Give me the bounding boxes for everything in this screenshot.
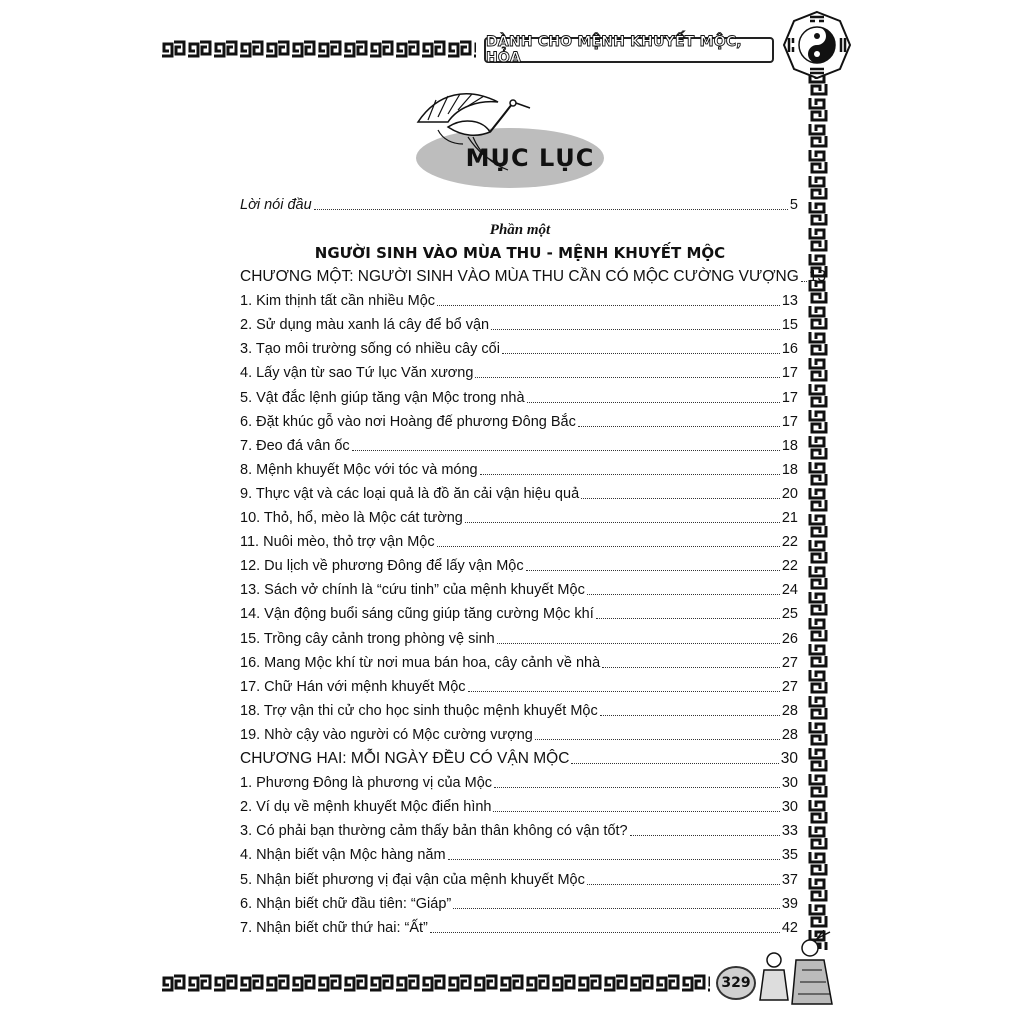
toc-entry[interactable]	[240, 461, 798, 479]
toc-entry-text: 7. Nhận biết chữ thứ hai: “Ất”	[240, 919, 428, 936]
page-title: MỤC LỤC	[465, 144, 595, 172]
dot-leader	[497, 643, 780, 644]
toc-entry-page: 24	[781, 582, 798, 599]
toc-entry-text: 11. Nuôi mèo, thỏ trợ vận Mộc	[240, 534, 435, 551]
toc-entry-text: 15. Trồng cây cảnh trong phòng vệ sinh	[240, 630, 495, 647]
dot-leader	[491, 329, 780, 330]
toc-entry[interactable]	[240, 389, 798, 407]
dot-leader	[587, 594, 780, 595]
toc-entry-page: 13	[808, 268, 827, 285]
toc-entry-page: 22	[781, 558, 798, 575]
toc-entry-page: 27	[781, 678, 798, 695]
toc-entry-text: CHƯƠNG HAI: MỖI NGÀY ĐỀU CÓ VẬN MỘC	[240, 750, 570, 767]
toc-entry-page: 30	[781, 775, 798, 792]
toc-entry-text: 1. Phương Đông là phương vị của Mộc	[240, 775, 493, 792]
part-title: NGƯỜI SINH VÀO MÙA THU - MỆNH KHUYẾT MỘC	[314, 244, 726, 262]
toc-entry-text: 9. Thực vật và các loại quả là đồ ăn cải vận hiệu quả	[240, 485, 580, 502]
toc-entry-text: 18. Trợ vận thi cử cho học sinh thuộc mệnh khuyết Mộc	[240, 702, 598, 719]
toc-entry[interactable]	[240, 340, 798, 358]
toc-entry-page: 37	[781, 871, 798, 888]
dot-leader	[468, 691, 780, 692]
dot-leader	[430, 932, 780, 933]
header-banner: DÀNH CHO MỆNH KHUYẾT MỘC, HỎA	[484, 37, 774, 63]
dot-leader	[448, 859, 780, 860]
dot-leader	[352, 450, 780, 451]
dot-leader	[600, 715, 780, 716]
dot-leader	[437, 305, 780, 306]
toc-entry-page: 16	[781, 341, 798, 358]
toc-entry-text: CHƯƠNG MỘT: NGƯỜI SINH VÀO MÙA THU CẦN CÓ MỘC CƯỜNG VƯỢNG	[240, 268, 799, 285]
toc-entry-text: 6. Nhận biết chữ đầu tiên: “Giáp”	[240, 895, 452, 912]
dot-leader	[630, 835, 780, 836]
toc-entry-page: 18	[781, 461, 798, 478]
dot-leader	[494, 787, 780, 788]
toc-entry[interactable]	[240, 702, 798, 720]
toc-entry[interactable]	[240, 292, 798, 310]
toc-chapter[interactable]	[240, 750, 798, 768]
dot-leader	[581, 498, 780, 499]
dot-leader	[314, 209, 788, 210]
toc-entry-text: 16. Mang Mộc khí từ nơi mua bán hoa, cây cảnh về nhà	[240, 654, 601, 671]
toc-entry[interactable]	[240, 557, 798, 575]
toc-intro[interactable]	[240, 196, 798, 214]
dot-leader	[571, 763, 778, 764]
toc-entry-text: 4. Lấy vận từ sao Tứ lục Văn xương	[240, 365, 474, 382]
toc-entry[interactable]	[240, 581, 798, 599]
toc-entry[interactable]	[240, 895, 798, 913]
dot-leader	[480, 474, 780, 475]
toc-entry-page: 21	[781, 510, 798, 526]
figures-illustration-icon	[752, 930, 842, 1010]
dot-leader	[453, 908, 780, 909]
toc-entry-text: 5. Vật đắc lệnh giúp tăng vận Mộc trong nhà	[240, 389, 525, 406]
dot-leader	[596, 618, 780, 619]
toc-entry-text: 4. Nhận biết vận Mộc hàng năm	[240, 847, 446, 864]
toc-entry-page: 17	[781, 389, 798, 406]
toc-entry[interactable]	[240, 630, 798, 648]
toc-entry[interactable]	[240, 774, 798, 792]
toc-entry-page: 26	[781, 630, 798, 647]
dot-leader	[493, 811, 779, 812]
dot-leader	[535, 739, 780, 740]
toc-entry-text: 1. Kim thịnh tất cần nhiều Mộc	[240, 293, 436, 310]
toc-entry[interactable]	[240, 533, 798, 551]
dot-leader	[465, 522, 780, 523]
toc-entry-text: 3. Tạo môi trường sống có nhiều cây cối	[240, 341, 500, 358]
toc-entry-text: 2. Ví dụ về mệnh khuyết Mộc điển hình	[240, 799, 492, 816]
toc-entry-page: 39	[781, 895, 798, 912]
toc-entry-page: 33	[781, 823, 798, 840]
right-border-pattern	[806, 70, 830, 950]
toc-entry-page: 17	[781, 413, 798, 430]
toc-entry[interactable]	[240, 798, 798, 816]
page-number: 329	[716, 966, 756, 1000]
dot-leader	[437, 546, 780, 547]
dot-leader	[475, 377, 779, 378]
toc-entry-page: 30	[780, 750, 798, 767]
toc-entry-text: 8. Mệnh khuyết Mộc với tóc và móng	[240, 461, 478, 478]
toc-entry-page: 28	[781, 702, 798, 719]
toc-entry[interactable]	[240, 822, 798, 840]
toc-entry-text: 19. Nhờ cậy vào người có Mộc cường vượng	[240, 726, 533, 743]
toc-entry-text: 14. Vận động buổi sáng cũng giúp tăng cường Mộc khí	[240, 606, 594, 623]
top-border-pattern	[160, 38, 476, 60]
toc-entry[interactable]	[240, 316, 798, 334]
toc-entry[interactable]	[240, 485, 798, 503]
toc-entry[interactable]	[240, 605, 798, 623]
toc-entry-page: 15	[781, 317, 798, 334]
dot-leader	[578, 426, 780, 427]
toc-entry-text: 12. Du lịch về phương Đông để lấy vận Mộc	[240, 558, 524, 575]
toc-entry-text: 3. Có phải bạn thường cảm thấy bản thân không có vận tốt?	[240, 823, 628, 840]
toc-entry[interactable]	[240, 678, 798, 696]
toc-entry-page: 30	[781, 799, 798, 816]
toc-entry[interactable]	[240, 846, 798, 864]
toc-entry-page: 20	[781, 485, 798, 502]
dot-leader	[502, 353, 780, 354]
toc-entry-page: 35	[781, 847, 798, 864]
toc-entry-page: 42	[781, 919, 798, 936]
toc-entry-page: 18	[781, 437, 798, 454]
toc-entry[interactable]	[240, 364, 798, 382]
dot-leader	[527, 402, 780, 403]
toc-entry[interactable]	[240, 509, 798, 527]
dot-leader	[526, 570, 780, 571]
bottom-border-pattern	[160, 972, 710, 994]
toc-entry-page: 17	[781, 365, 798, 382]
toc-entry-text: 10. Thỏ, hổ, mèo là Mộc cát tường	[240, 510, 463, 526]
toc-entry-text: 2. Sử dụng màu xanh lá cây để bổ vận	[240, 317, 490, 334]
toc-entry[interactable]	[240, 413, 798, 431]
dot-leader	[801, 281, 807, 282]
toc-entry-page: 13	[781, 293, 798, 310]
toc-entry-text: 5. Nhận biết phương vị đại vận của mệnh khuyết Mộc	[240, 871, 585, 888]
toc-entry[interactable]	[240, 654, 798, 672]
toc-chapter[interactable]	[240, 268, 827, 286]
toc-entry[interactable]	[240, 437, 798, 455]
toc-entry[interactable]	[240, 871, 798, 889]
toc-entry-text: 13. Sách vở chính là “cứu tinh” của mệnh khuyết Mộc	[240, 582, 585, 599]
toc-entry-text: Lời nói đầu	[240, 197, 312, 213]
toc-entry-text: 7. Đeo đá vân ốc	[240, 437, 350, 454]
toc-entry-page: 25	[781, 606, 798, 623]
yin-yang-bagua-icon	[782, 10, 852, 80]
toc-entry-page: 5	[789, 197, 798, 213]
toc-entry-page: 27	[781, 654, 798, 671]
part-label: Phần một	[489, 222, 551, 238]
toc-entry[interactable]	[240, 726, 798, 744]
dot-leader	[587, 884, 780, 885]
toc-entry-page: 22	[781, 534, 798, 551]
dot-leader	[602, 667, 780, 668]
toc-entry-text: 6. Đặt khúc gỗ vào nơi Hoàng đế phương Đông Bắc	[240, 413, 576, 430]
toc-entry-text: 17. Chữ Hán với mệnh khuyết Mộc	[240, 678, 466, 695]
toc-entry-page: 28	[781, 726, 798, 743]
toc-entry[interactable]	[240, 919, 798, 937]
